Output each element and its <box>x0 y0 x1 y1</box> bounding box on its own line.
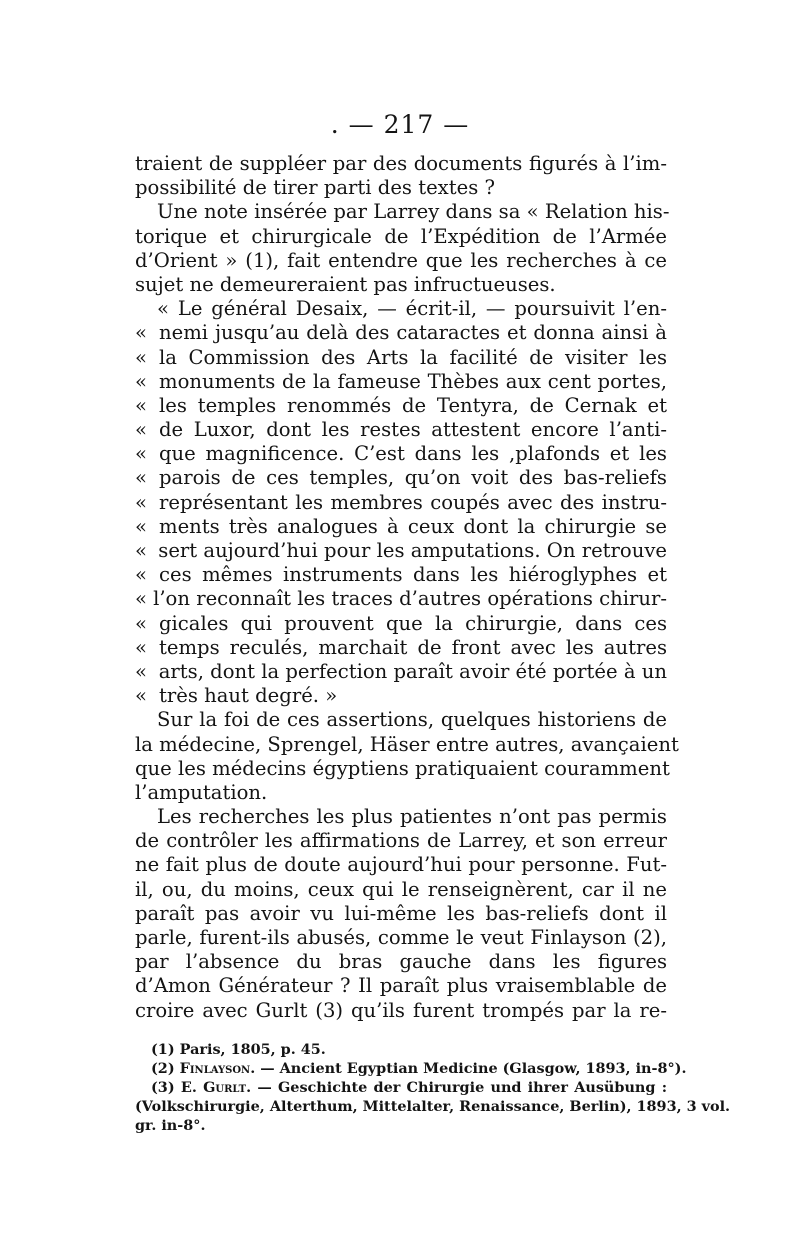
footnote-2: (2) Finlayson. — Ancient Egyptian Medicine (Glasgow, 1893, in-8°). <box>151 1060 687 1077</box>
quote-line <box>135 442 667 466</box>
quote-mark: « <box>135 345 147 369</box>
page-number: . — 217 — <box>330 110 470 139</box>
quote-mark: « <box>135 587 147 611</box>
footnote-3: (3) E. Gurlt. — Geschichte der Chirurgie und ihrer Ausübung : <box>151 1079 668 1096</box>
main-text <box>135 152 679 1023</box>
text-line: traient de suppléer par des documents figurés à l’im- <box>135 152 667 175</box>
text-line: d’Amon Générateur ? Il paraît plus vraisemblable de <box>135 974 667 998</box>
quote-line <box>135 636 667 660</box>
quote-mark: « <box>135 466 147 490</box>
text-line: torique et chirurgicale de l’Expédition de l’Armée <box>135 224 667 248</box>
quote-line-text: temps reculés, marchait de front avec les autres <box>159 635 667 659</box>
quote-line-text: gicales qui prouvent que la chirurgie, dans ces <box>159 611 667 635</box>
quote-mark: « <box>135 611 147 635</box>
quote-line <box>135 684 667 708</box>
text-line: d’Orient » (1), fait entendre que les recherches à ce <box>135 248 667 272</box>
quote-line <box>135 491 667 515</box>
quote-line-text: la Commission des Arts la facilité de visiter les <box>159 345 667 369</box>
quote-line <box>135 515 667 539</box>
text-line: Sur la foi de ces assertions, quelques historiens de <box>157 708 667 732</box>
quote-mark: « <box>135 635 147 659</box>
text-line: l’amputation. <box>135 780 268 804</box>
quote-mark: « <box>135 539 147 562</box>
quote-line-text: de Luxor, dont les restes attestent encore l’anti- <box>159 418 667 442</box>
quote-line <box>135 418 667 442</box>
quote-mark: « <box>135 490 147 514</box>
text-line: Les recherches les plus patientes n’ont pas permis <box>157 805 667 829</box>
text-line: parle, furent-ils abusés, comme le veut Finlayson (2), <box>135 926 667 949</box>
quote-mark: « <box>135 418 147 442</box>
quote-line-text: ces mêmes instruments dans les hiéroglyphes et <box>159 563 667 587</box>
quote-mark: « <box>135 514 147 538</box>
quote-mark: « <box>135 321 147 345</box>
quote-line <box>135 394 667 418</box>
quote-mark: « <box>135 684 147 708</box>
quote-line-text: monuments de la fameuse Thèbes aux cent portes, <box>159 369 667 393</box>
quote-line <box>135 539 667 563</box>
quote-mark: « <box>135 659 147 683</box>
quote-line-text: l’on reconnaît les traces d’autres opérations chirur- <box>153 587 667 611</box>
footnotes <box>135 1040 731 1135</box>
quote-line <box>135 321 667 345</box>
quote-line <box>135 660 667 684</box>
quote-line-text: nemi jusqu’au delà des cataractes et donna ainsi à <box>159 321 667 345</box>
quote-line <box>135 466 667 490</box>
text-line: par l’absence du bras gauche dans les figures <box>135 950 667 974</box>
footnote-1: (1) Paris, 1805, p. 45. <box>151 1041 326 1058</box>
quote-mark: « <box>135 442 147 466</box>
quote-line-text: que magnificence. C’est dans les ,plafonds et les <box>159 442 667 466</box>
text-line: il, ou, du moins, ceux qui le renseignèrent, car il ne <box>135 877 667 901</box>
text-line: paraît pas avoir vu lui-même les bas-reliefs dont il <box>135 901 667 925</box>
text-line: sujet ne demeureraient pas infructueuses. <box>135 272 556 296</box>
quote-line-text: ments très analogues à ceux dont la chirurgie se <box>159 514 667 538</box>
quote-line <box>135 346 667 370</box>
quote-mark: « <box>135 393 147 417</box>
text-line: croire avec Gurlt (3) qu’ils furent trompés par la re- <box>135 998 667 1022</box>
text-line: ne fait plus de doute aujourd’hui pour personne. Fut- <box>135 853 667 877</box>
quote-line-text: arts, dont la perfection paraît avoir été portée à un <box>158 659 667 683</box>
text-line: Une note insérée par Larrey dans sa « Relation his- <box>157 200 670 224</box>
quote-mark: « <box>135 563 147 587</box>
quote-line-text: représentant les membres coupés avec des instru- <box>159 490 667 514</box>
quote-line <box>135 612 667 636</box>
text-line: de contrôler les affirmations de Larrey, et son erreur <box>135 829 667 853</box>
footnote-author: Finlayson. <box>179 1060 256 1077</box>
quote-line-text: parois de ces temples, qu’on voit des bas-reliefs <box>159 466 667 490</box>
text-line: que les médecins égyptiens pratiquaient couramment <box>135 756 670 780</box>
footnote-3-continuation: gr. in-8°. <box>135 1117 206 1134</box>
quote-line-text: sert aujourd’hui pour les amputations. On retrouve <box>158 539 667 562</box>
quote-line <box>135 587 667 611</box>
text-line: possibilité de tirer parti des textes ? <box>135 176 495 200</box>
footnote-author: Gurlt. <box>203 1079 252 1096</box>
footnote-3-continuation: (Volkschirurgie, Alterthum, Mittelalter, Renaissance, Berlin), 1893, 3 vol. <box>135 1098 731 1115</box>
quote-mark: « <box>135 369 147 393</box>
quote-line-text: très haut degré. » <box>159 684 338 708</box>
quote-line-text: les temples renommés de Tentyra, de Cernak et <box>159 393 667 417</box>
text-line: la médecine, Sprengel, Häser entre autres, avançaient <box>135 732 679 756</box>
quote-line <box>135 370 667 394</box>
quote-line <box>135 563 667 587</box>
quote-opening-line: « Le général Desaix, — écrit-il, — poursuivit l’en- <box>157 297 667 321</box>
